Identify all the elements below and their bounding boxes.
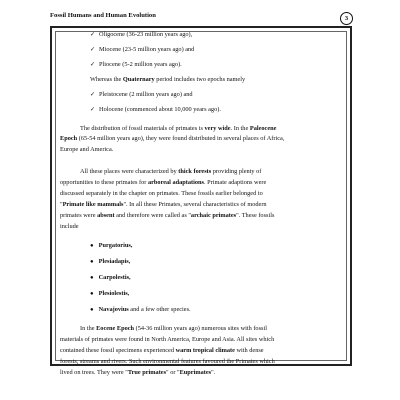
checkmark-icon: ✓ [90,107,96,113]
running-title: Fossil Humans and Human Evolution [50,12,156,19]
checkmark-icon: ✓ [90,92,96,98]
page-number-badge: 3 [340,12,353,25]
list-item-oligocene: ✓ Oligocene (36-23 million years ago), [90,31,193,38]
list-item: ● Carpolestis, [90,274,131,281]
checkmark-icon: ✓ [90,47,96,53]
checkmark-icon: ✓ [90,62,96,68]
list-item-pliocene: ✓ Pliocene (5-2 million years ago). [90,61,182,68]
list-item-holocene: ✓ Holocene (commenced about 10,000 years ago). [90,106,221,113]
bullet-icon: ● [90,259,94,265]
list-item: ● Navajovius and a few other species. [90,306,191,313]
list-item: ● Plesiadapis, [90,258,131,265]
bullet-icon: ● [90,275,94,281]
list-item-miocene: ✓ Miocene (23-5 million years ago) and [90,46,195,53]
list-item: ● Purgatorius, [90,242,133,249]
page-header [50,11,352,27]
bullet-icon: ● [90,307,94,313]
list-item-pleistocene: ✓ Pleistocene (2 million years ago) and [90,91,193,98]
list-item: ● Plesiolestis, [90,290,130,297]
quaternary-intro: Whereas the Quaternary period includes two epochs namely [90,76,246,83]
checkmark-icon: ✓ [90,32,96,38]
bullet-icon: ● [90,243,94,249]
bullet-icon: ● [90,291,94,297]
